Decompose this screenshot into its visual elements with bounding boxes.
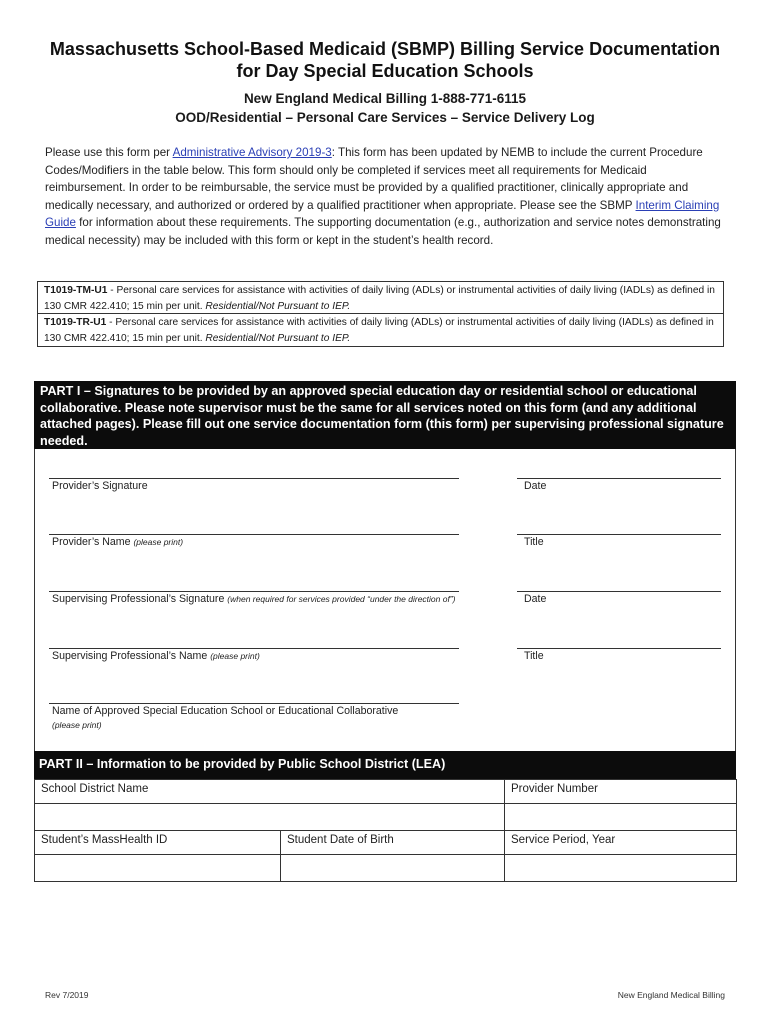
subtitle-line-2: OOD/Residential – Personal Care Services – Service Delivery Log [175, 110, 595, 125]
providers-name-label [52, 535, 183, 549]
please-print-note: (please print) [210, 651, 260, 661]
procedure-description: - Personal care services for assistance with activities of daily living (ADLs) or instrumental activities of daily living (IADLs) as defined in 130 CMR 422.410; 15 min per unit. [44, 285, 715, 312]
procedure-note: Residential/Not Pursuant to IEP. [205, 300, 351, 312]
provider-number-field[interactable] [505, 804, 737, 831]
administrative-advisory-link[interactable]: Administrative Advisory 2019-3 [172, 146, 332, 159]
procedure-code: T1019-TM-U1 [44, 285, 108, 296]
title-field-1[interactable] [517, 534, 721, 535]
supervising-signature-note: (when required for services provided “under the direction of”) [227, 594, 456, 604]
title-line-1: Massachusetts School-Based Medicaid (SBMP) Billing Service Documentation [49, 39, 721, 59]
footer-company: New England Medical Billing [617, 990, 725, 1000]
procedure-code-row [38, 313, 723, 344]
procedure-note: Residential/Not Pursuant to IEP. [205, 332, 351, 344]
interim-claiming-guide-link[interactable]: Interim Claiming Guide [45, 198, 720, 229]
please-print-note: (please print) [133, 537, 184, 547]
intro-paragraph [45, 144, 730, 249]
service-period-field[interactable] [505, 855, 737, 882]
document-subtitle [30, 89, 740, 127]
title-label-2: Title [524, 650, 544, 662]
school-district-name-label: School District Name [35, 780, 505, 804]
title-line-2: for Day Special Education Schools [236, 61, 534, 81]
providers-signature-label: Provider’s Signature [52, 480, 148, 492]
date-field-1[interactable] [517, 478, 721, 479]
please-print-note: (please print) [52, 720, 102, 730]
school-name-text: Name of Approved Special Education School or Educational Collaborative [52, 705, 399, 717]
part2-heading: PART II – Information to be provided by Public School District (LEA) [34, 751, 736, 779]
lea-information-table [34, 779, 737, 882]
supervising-signature-text: Supervising Professional’s Signature [52, 593, 228, 605]
revision-label: Rev 7/2019 [45, 990, 89, 1000]
supervising-signature-label [52, 592, 462, 606]
school-district-name-field[interactable] [35, 804, 505, 831]
part1-heading: PART I – Signatures to be provided by an approved special education day or residential school or educational collaborative. Please note supervisor must be the same for all services noted on this form (and any additional attached pages). Please fill out one service documentation form (this form) per supervising professional signature needed. [34, 381, 736, 449]
subtitle-line-1: New England Medical Billing 1-888-771-6115 [243, 91, 527, 106]
student-dob-field[interactable] [281, 855, 505, 882]
providers-name-text: Provider’s Name [52, 536, 134, 548]
intro-text-3: for information about these requirements. The supporting documentation (e.g., authorization and service notes demonstrating medical necessity) may be included with this form or kept in the student’s health record. [45, 216, 721, 247]
date-label-1: Date [524, 480, 547, 492]
title-label-1: Title [524, 536, 544, 548]
student-masshealth-id-label: Student’s MassHealth ID [35, 831, 281, 855]
procedure-codes-table [37, 281, 724, 347]
date-label-2: Date [524, 593, 547, 605]
intro-text-1: Please use this form per [45, 146, 173, 159]
supervising-name-text: Supervising Professional’s Name [52, 650, 211, 662]
student-masshealth-id-field[interactable] [35, 855, 281, 882]
intro-text-2: : This form has been updated by NEMB to include the current Procedure Codes/Modifiers in the table below. This form should only be completed if services meet all requirements for Medicaid reimbursement. In order to be reimbursable, the service must be provided by a qualified practitioner, clinically appropriate and medically necessary, and authorized or ordered by a qualified practitioner when appropriate. Please see the SBMP [45, 146, 703, 212]
supervising-name-label [52, 649, 260, 663]
provider-number-label: Provider Number [505, 780, 737, 804]
part1-signature-section [34, 449, 736, 751]
service-period-label: Service Period, Year [505, 831, 737, 855]
procedure-code-row [38, 282, 723, 313]
student-dob-label: Student Date of Birth [281, 831, 505, 855]
procedure-description: - Personal care services for assistance with activities of daily living (ADLs) or instrumental activities of daily living (IADLs) as defined in 130 CMR 422.410; 15 min per unit. [44, 317, 714, 344]
school-name-label [52, 704, 398, 732]
document-title [30, 38, 740, 82]
date-field-2[interactable] [517, 591, 721, 592]
procedure-code: T1019-TR-U1 [44, 317, 107, 328]
title-field-2[interactable] [517, 648, 721, 649]
